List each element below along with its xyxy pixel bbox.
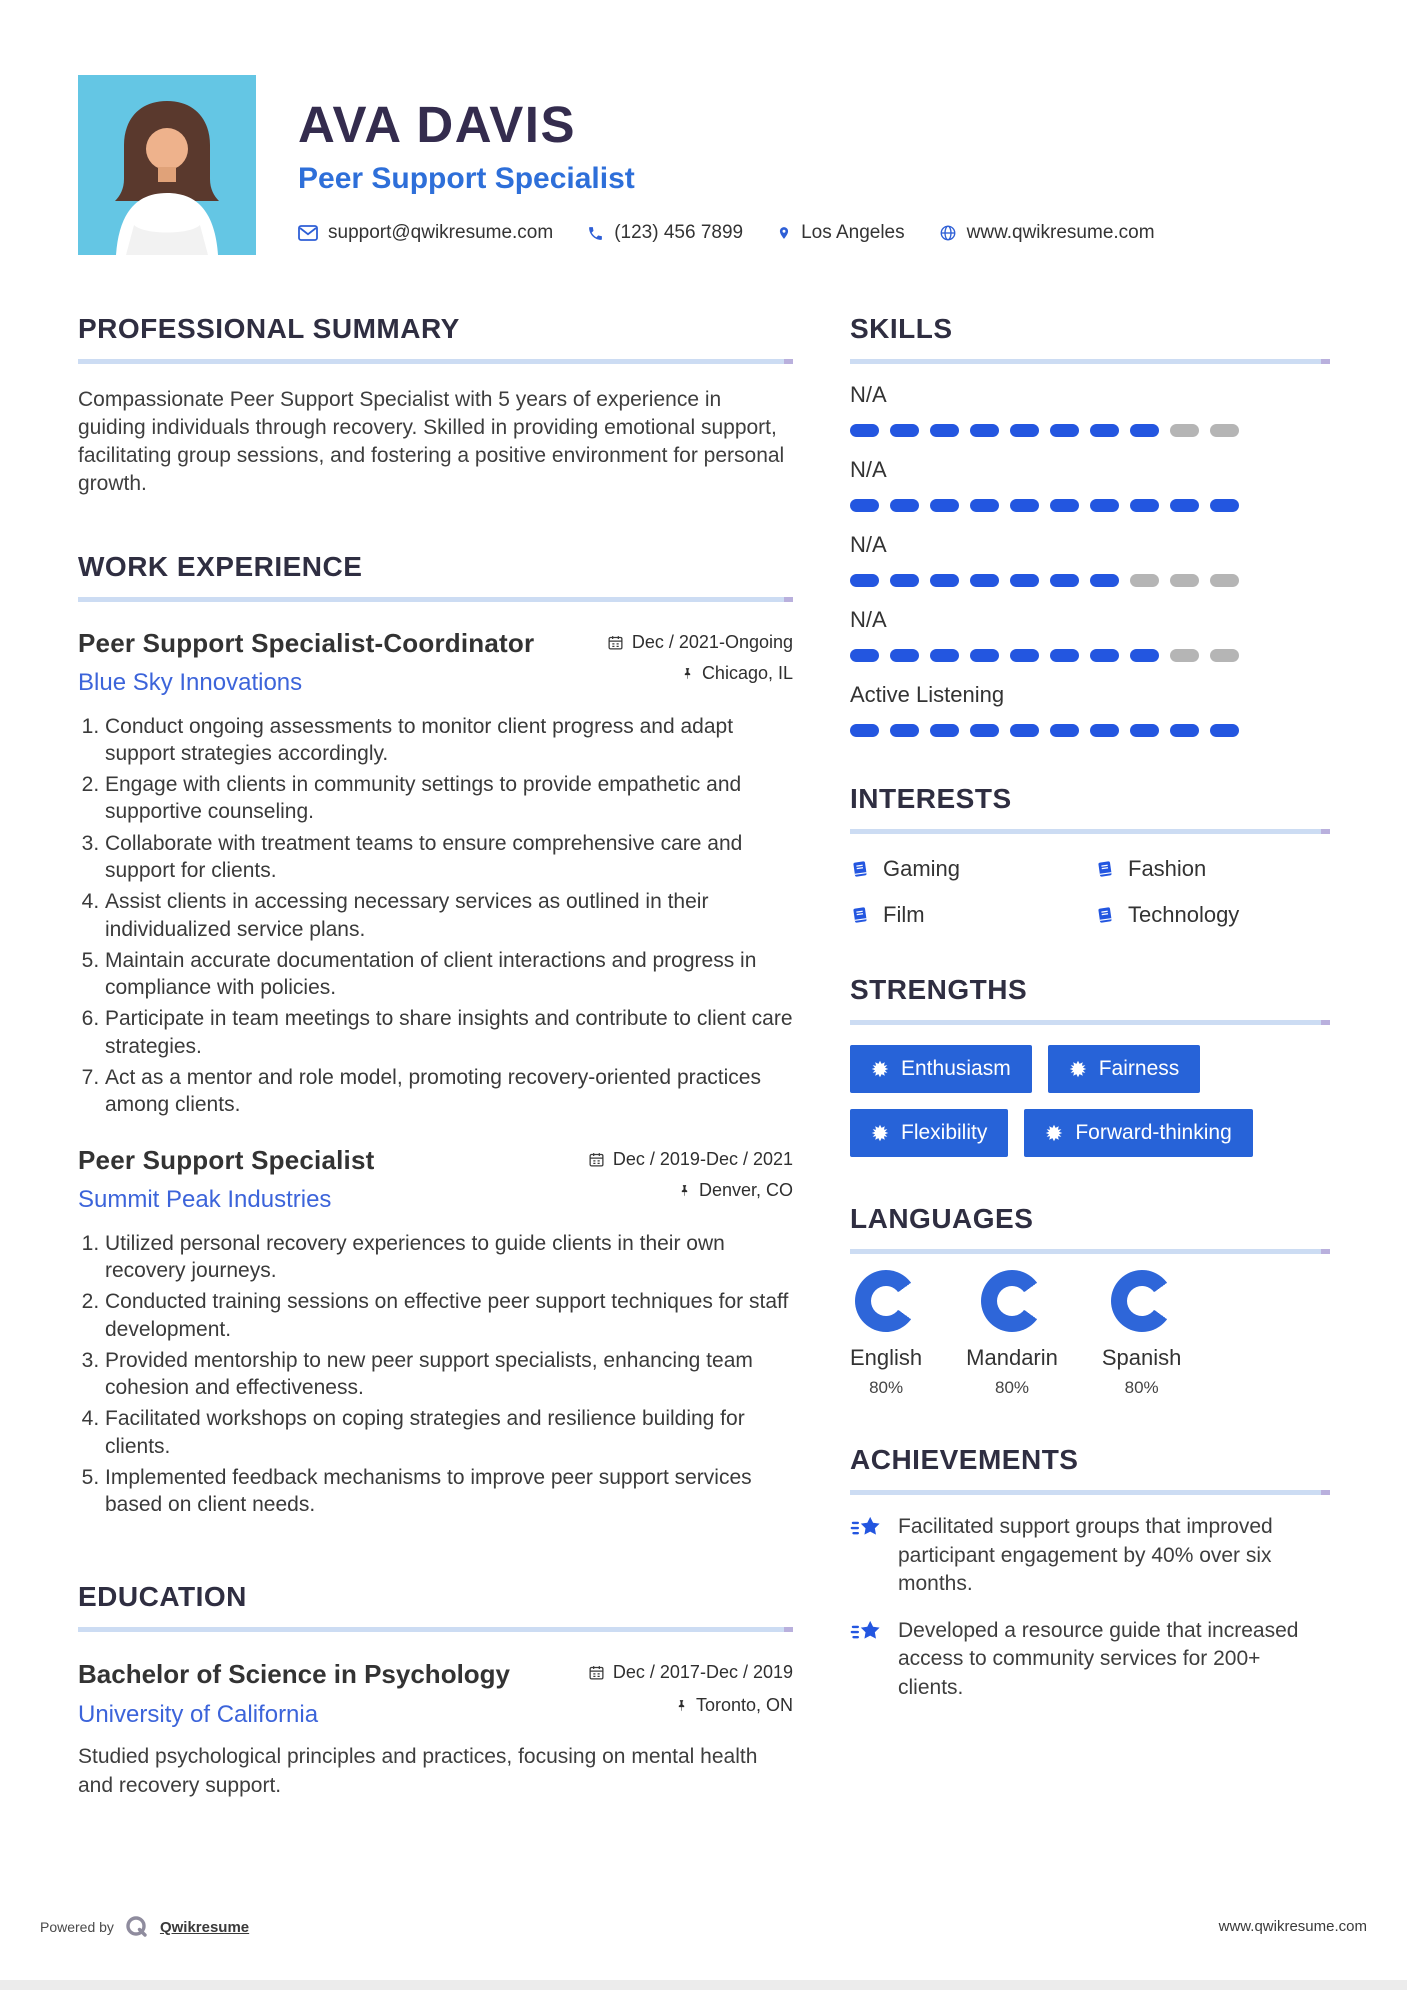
skill-dash-filled [850, 574, 879, 587]
education-heading: EDUCATION [78, 1580, 247, 1612]
skill-dash-filled [1210, 499, 1239, 512]
flower-burst-icon [871, 1060, 889, 1078]
strength-label: Fairness [1098, 1057, 1180, 1080]
achievements-heading: ACHIEVEMENTS [850, 1444, 1079, 1475]
skill-dash-filled [1050, 724, 1079, 737]
footer-website [1219, 1918, 1367, 1936]
achievement-text: Facilitated support groups that improved participant engagement by 40% over six months. [898, 1515, 1273, 1596]
skill-dash-filled [1050, 649, 1079, 662]
phone-icon [587, 225, 604, 242]
interest-label: Technology [1128, 902, 1240, 927]
strength-label: Forward-thinking [1075, 1121, 1232, 1144]
job-bullets [78, 1230, 793, 1519]
summary-text: Compassionate Peer Support Specialist with 5 years of experience in guiding individuals through recovery. Skilled in providing emotional support, facilitating group sessions, and fostering a positive environment for personal growth. [78, 388, 785, 496]
skill-dash-empty [1170, 649, 1199, 662]
education-dates-meta [588, 1662, 793, 1683]
section-professional-summary [78, 313, 793, 499]
skill-name: N/A [850, 457, 887, 482]
summary-heading: PROFESSIONAL SUMMARY [78, 313, 460, 344]
interests-grid [850, 856, 1330, 928]
section-skills [850, 313, 1330, 737]
section-strengths [850, 974, 1330, 1157]
job-bullet: 1. Conduct ongoing assessments to monitor client progress and adapt support strategies accordingly. [105, 713, 793, 768]
interest-item [1095, 902, 1330, 928]
section-languages [850, 1203, 1330, 1398]
skill-dash-empty [1130, 574, 1159, 587]
skill-dash-filled [1010, 649, 1039, 662]
book-icon [1095, 859, 1115, 879]
skill-level-bar [850, 574, 1330, 587]
skill-dash-filled [1010, 424, 1039, 437]
contact-row [298, 222, 1155, 244]
section-education [78, 1581, 793, 1800]
calendar-icon [588, 1664, 605, 1681]
skill-name: N/A [850, 532, 887, 557]
skill-dash-empty [1210, 424, 1239, 437]
achievement-item [850, 1513, 1330, 1599]
interest-item [850, 902, 1095, 928]
skill-dash-filled [890, 499, 919, 512]
skill-dash-filled [1050, 499, 1079, 512]
qwikresume-brand-link[interactable]: Qwikresume [159, 1918, 250, 1936]
skill-dash-filled [1010, 724, 1039, 737]
skill-dash-filled [1210, 724, 1239, 737]
skill-dash-filled [930, 424, 959, 437]
email-link[interactable]: support@qwikresume.com [328, 222, 554, 243]
left-column [78, 313, 793, 1852]
location-text: Los Angeles [801, 222, 905, 243]
job-bullet: 2. Conducted training sessions on effective peer support techniques for staff development. [105, 1288, 793, 1343]
language-level: 80% [995, 1378, 1030, 1397]
section-underline [78, 359, 793, 364]
content-columns [78, 313, 1330, 1852]
skill-item [850, 607, 1330, 662]
section-underline [850, 1020, 1330, 1025]
skill-dash-filled [970, 574, 999, 587]
skill-dash-filled [890, 574, 919, 587]
skill-dash-filled [930, 649, 959, 662]
shooting-star-icon [850, 1515, 882, 1599]
language-item [966, 1270, 1058, 1398]
section-underline [850, 359, 1330, 364]
job-bullet: 5. Implemented feedback mechanisms to improve peer support services based on client needs. [105, 1464, 793, 1519]
job-bullet: 6. Participate in team meetings to share insights and contribute to client care strategies. [105, 1005, 793, 1060]
profile-photo [78, 75, 256, 255]
book-icon [850, 859, 870, 879]
skill-dash-empty [1170, 574, 1199, 587]
language-name: Spanish [1101, 1345, 1182, 1370]
job-dates-meta [588, 1149, 793, 1170]
book-icon [1095, 905, 1115, 925]
job-bullets [78, 713, 793, 1119]
skill-level-bar [850, 724, 1330, 737]
strength-badge [1048, 1045, 1201, 1093]
language-item [850, 1270, 922, 1398]
interest-label: Fashion [1128, 856, 1207, 881]
job-bullet: 2. Engage with clients in community settings to provide empathetic and supportive counseling. [105, 771, 793, 826]
flower-burst-icon [871, 1124, 889, 1142]
skill-dash-empty [1210, 574, 1239, 587]
envelope-icon [298, 225, 318, 241]
strength-badge [1024, 1109, 1252, 1157]
job-dates-meta [607, 632, 793, 653]
skill-level-bar [850, 424, 1330, 437]
globe-icon [939, 224, 957, 242]
contact-website [939, 222, 1155, 244]
skill-dash-filled [850, 499, 879, 512]
job-location-meta [678, 1180, 793, 1201]
job-location: Chicago, IL [701, 662, 793, 683]
company-link[interactable]: Blue Sky Innovations [78, 668, 303, 696]
skill-dash-filled [930, 724, 959, 737]
section-interests [850, 783, 1330, 928]
job-bullet: 4. Facilitated workshops on coping strategies and resilience building for clients. [105, 1405, 793, 1460]
languages-list [850, 1270, 1330, 1398]
section-underline [78, 1627, 793, 1632]
school-link[interactable]: University of California [78, 1701, 319, 1729]
skill-name: Active Listening [850, 682, 1005, 707]
footer-website-link[interactable]: www.qwikresume.com [1218, 1918, 1367, 1935]
job-dates: Dec / 2019-Dec / 2021 [612, 1148, 793, 1169]
skill-dash-filled [1130, 724, 1159, 737]
section-achievements [850, 1444, 1330, 1702]
degree-title: Bachelor of Science in Psychology [78, 1658, 511, 1689]
section-underline [850, 1490, 1330, 1495]
job-dates: Dec / 2021-Ongoing [631, 631, 793, 652]
bottom-band [0, 1980, 1407, 1990]
skill-dash-filled [1130, 499, 1159, 512]
language-donut-chart [855, 1270, 917, 1332]
book-icon [850, 905, 870, 925]
education-dates: Dec / 2017-Dec / 2019 [612, 1661, 793, 1682]
location-pin-icon [777, 224, 791, 242]
skill-level-bar [850, 649, 1330, 662]
interest-label: Film [883, 902, 925, 927]
language-level: 80% [1124, 1378, 1159, 1397]
section-work-experience [78, 551, 793, 1519]
strength-label: Flexibility [901, 1121, 988, 1144]
footer-branding [40, 1914, 249, 1940]
skill-dash-filled [1010, 574, 1039, 587]
contact-email [298, 222, 553, 244]
flower-burst-icon [1045, 1124, 1063, 1142]
skill-dash-filled [970, 649, 999, 662]
strengths-heading: STRENGTHS [850, 974, 1028, 1005]
language-name: Mandarin [966, 1345, 1058, 1370]
job-location-meta [681, 663, 793, 684]
language-item [1102, 1270, 1182, 1398]
skill-dash-filled [1170, 724, 1199, 737]
contact-location [777, 222, 905, 244]
education-entry [78, 1658, 793, 1800]
right-column [850, 313, 1330, 1754]
education-location-meta [675, 1695, 793, 1716]
pushpin-icon [681, 665, 694, 682]
pushpin-icon [678, 1182, 691, 1199]
achievement-text: Developed a resource guide that increased access to community services for 200+ clients. [898, 1618, 1299, 1699]
skill-dash-filled [850, 649, 879, 662]
job-title: Peer Support Specialist [78, 1144, 375, 1175]
calendar-icon [588, 1151, 605, 1168]
skill-dash-filled [1090, 724, 1119, 737]
skill-dash-filled [1010, 499, 1039, 512]
interest-item [1095, 856, 1330, 882]
language-name: English [850, 1345, 923, 1370]
skill-dash-filled [850, 724, 879, 737]
skill-item [850, 382, 1330, 437]
company-link[interactable]: Summit Peak Industries [78, 1185, 332, 1213]
skill-dash-filled [1090, 499, 1119, 512]
job-title: Peer Support Specialist-Coordinator [78, 627, 535, 658]
skill-dash-filled [1050, 574, 1079, 587]
skill-dash-filled [890, 424, 919, 437]
skill-dash-filled [1130, 649, 1159, 662]
contact-phone [587, 222, 743, 244]
powered-by-label: Powered by [40, 1919, 114, 1935]
skill-dash-filled [1090, 574, 1119, 587]
skill-item [850, 457, 1330, 512]
job-bullet: 4. Assist clients in accessing necessary services as outlined in their individualized service plans. [105, 888, 793, 943]
skill-dash-filled [890, 649, 919, 662]
skill-dash-filled [970, 724, 999, 737]
profile-photo-illustration [78, 75, 256, 255]
skill-dash-filled [970, 424, 999, 437]
job-bullet: 5. Maintain accurate documentation of client interactions and progress in compliance with policies. [105, 947, 793, 1002]
strength-badge [850, 1045, 1032, 1093]
footer [40, 1914, 1367, 1940]
job-entry [78, 628, 793, 1119]
skill-dash-filled [1170, 499, 1199, 512]
skill-dash-filled [890, 724, 919, 737]
shooting-star-icon [850, 1619, 882, 1703]
language-donut-chart [1111, 1270, 1173, 1332]
languages-heading: LANGUAGES [850, 1203, 1034, 1234]
skill-dash-empty [1210, 649, 1239, 662]
job-entry [78, 1145, 793, 1519]
job-bullet: 3. Collaborate with treatment teams to ensure comprehensive care and support for clients. [105, 830, 793, 885]
qwikresume-logo-icon [124, 1914, 150, 1940]
skill-dash-filled [970, 499, 999, 512]
skill-name: N/A [850, 607, 887, 632]
section-underline [78, 597, 793, 602]
skill-dash-filled [1090, 649, 1119, 662]
skill-dash-filled [1090, 424, 1119, 437]
education-description: Studied psychological principles and practices, focusing on mental health and recovery support. [78, 1745, 758, 1797]
skill-item [850, 682, 1330, 737]
language-donut-chart [981, 1270, 1043, 1332]
skill-dash-filled [930, 499, 959, 512]
calendar-icon [607, 634, 624, 651]
job-location: Denver, CO [698, 1179, 793, 1200]
header [78, 75, 1330, 255]
skill-dash-filled [1130, 424, 1159, 437]
strength-label: Enthusiasm [901, 1057, 1011, 1080]
achievement-item [850, 1617, 1330, 1703]
strength-badges [850, 1045, 1320, 1157]
header-text [298, 75, 1155, 255]
flower-burst-icon [1069, 1060, 1087, 1078]
skill-dash-filled [1050, 424, 1079, 437]
skill-item [850, 532, 1330, 587]
website-link[interactable]: www.qwikresume.com [966, 222, 1155, 243]
job-bullet: 3. Provided mentorship to new peer support specialists, enhancing team cohesion and effectiveness. [105, 1347, 793, 1402]
skill-name: N/A [850, 382, 887, 407]
skill-level-bar [850, 499, 1330, 512]
person-name: AVA DAVIS [298, 96, 576, 153]
skill-dash-filled [850, 424, 879, 437]
section-underline [850, 829, 1330, 834]
interest-item [850, 856, 1095, 882]
skill-dash-filled [930, 574, 959, 587]
pushpin-icon [675, 1697, 688, 1714]
interests-heading: INTERESTS [850, 783, 1012, 814]
education-location: Toronto, ON [695, 1695, 793, 1716]
job-bullet: 1. Utilized personal recovery experiences to guide clients in their own recovery journeys. [105, 1230, 793, 1285]
section-underline [850, 1249, 1330, 1254]
job-bullet: 7. Act as a mentor and role model, promoting recovery-oriented practices among clients. [105, 1064, 793, 1119]
skills-heading: SKILLS [850, 313, 953, 344]
experience-heading: WORK EXPERIENCE [78, 550, 363, 582]
skill-dash-empty [1170, 424, 1199, 437]
phone-number: (123) 456 7899 [614, 222, 744, 243]
person-title: Peer Support Specialist [298, 162, 635, 195]
strength-badge [850, 1109, 1008, 1157]
language-level: 80% [869, 1378, 904, 1397]
interest-label: Gaming [883, 856, 961, 881]
